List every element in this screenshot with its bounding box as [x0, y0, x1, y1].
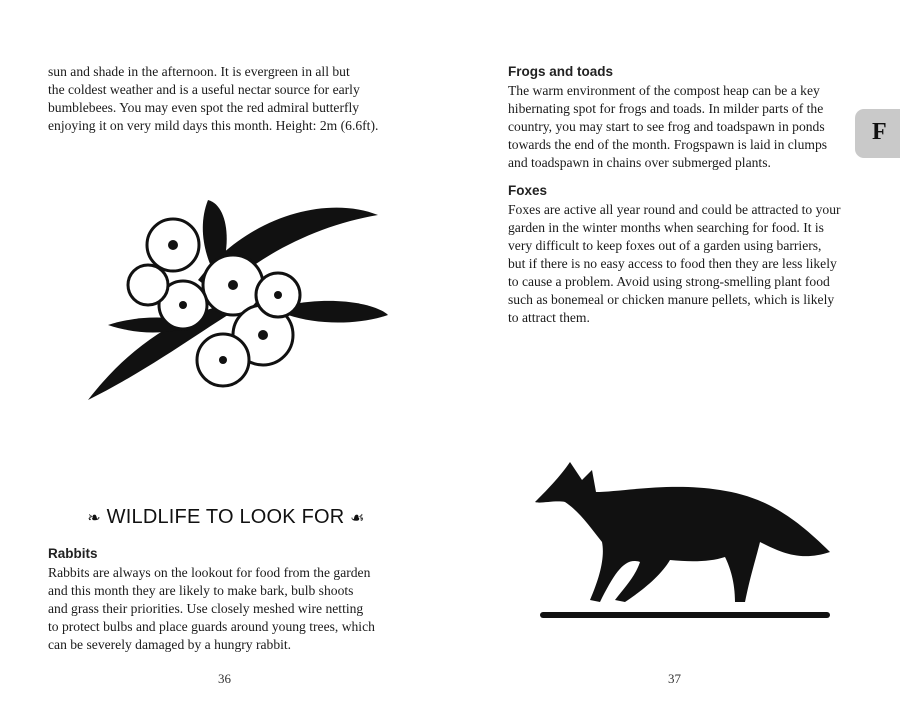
text-line: very difficult to keep foxes out of a garden using barriers, — [508, 238, 822, 253]
ornament-left-icon: ❧ — [87, 508, 101, 527]
frogs-heading: Frogs and toads — [508, 64, 614, 79]
frogs-paragraph — [508, 82, 827, 172]
text-line: country, you may start to see frog and toadspawn in ponds — [508, 119, 825, 134]
text-line: bumblebees. You may even spot the red admiral butterfly — [48, 100, 360, 115]
rabbits-paragraph — [48, 564, 375, 654]
foxes-heading: Foxes — [508, 183, 548, 198]
thumb-index-tab — [855, 109, 900, 158]
text-line: enjoying it on very mild days this month. Height: 2m (6.6ft). — [48, 118, 379, 133]
text-line: towards the end of the month. Frogspawn is laid in clumps — [508, 137, 828, 152]
text-line: but if there is no easy access to food then they are less likely — [508, 256, 837, 271]
text-line: The warm environment of the compost heap can be a key — [508, 83, 820, 98]
thumb-index-letter: F — [872, 119, 887, 145]
text-line: to attract them. — [508, 310, 590, 325]
text-line: Rabbits are always on the lookout for food from the garden — [48, 565, 371, 580]
text-line: such as bonemeal or chicken manure pellets, which is likely — [508, 292, 835, 307]
ornament-right-icon: ☙ — [350, 508, 365, 527]
text-line: to cause a problem. Avoid using strong-smelling plant food — [508, 274, 830, 289]
text-line: and toadspawn in chains over submerged plants. — [508, 155, 771, 170]
flower-illustration — [78, 185, 398, 415]
text-line: and grass their priorities. Use closely meshed wire netting — [48, 601, 364, 616]
text-line: hibernating spot for frogs and toads. In milder parts of the — [508, 101, 824, 116]
page-number-left: 36 — [218, 671, 231, 686]
text-line: the coldest weather and is a useful nectar source for early — [48, 82, 360, 97]
text-line: can be severely damaged by a hungry rabbit. — [48, 637, 292, 652]
section-title — [48, 506, 404, 529]
section-title-text: WILDLIFE TO LOOK FOR — [106, 506, 345, 528]
page-number-right: 37 — [668, 671, 681, 686]
text-line: to protect bulbs and place guards around young trees, which — [48, 619, 375, 634]
text-line: and this month they are likely to make bark, bulb shoots — [48, 583, 354, 598]
intro-paragraph — [48, 63, 378, 135]
text-line: Foxes are active all year round and could be attracted to your — [508, 202, 841, 217]
foxes-paragraph — [508, 201, 841, 327]
rabbits-heading: Rabbits — [48, 546, 98, 561]
text-line: sun and shade in the afternoon. It is evergreen in all but — [48, 64, 350, 79]
fox-illustration — [530, 452, 840, 637]
text-line: garden in the winter months when searching for food. It is — [508, 220, 824, 235]
